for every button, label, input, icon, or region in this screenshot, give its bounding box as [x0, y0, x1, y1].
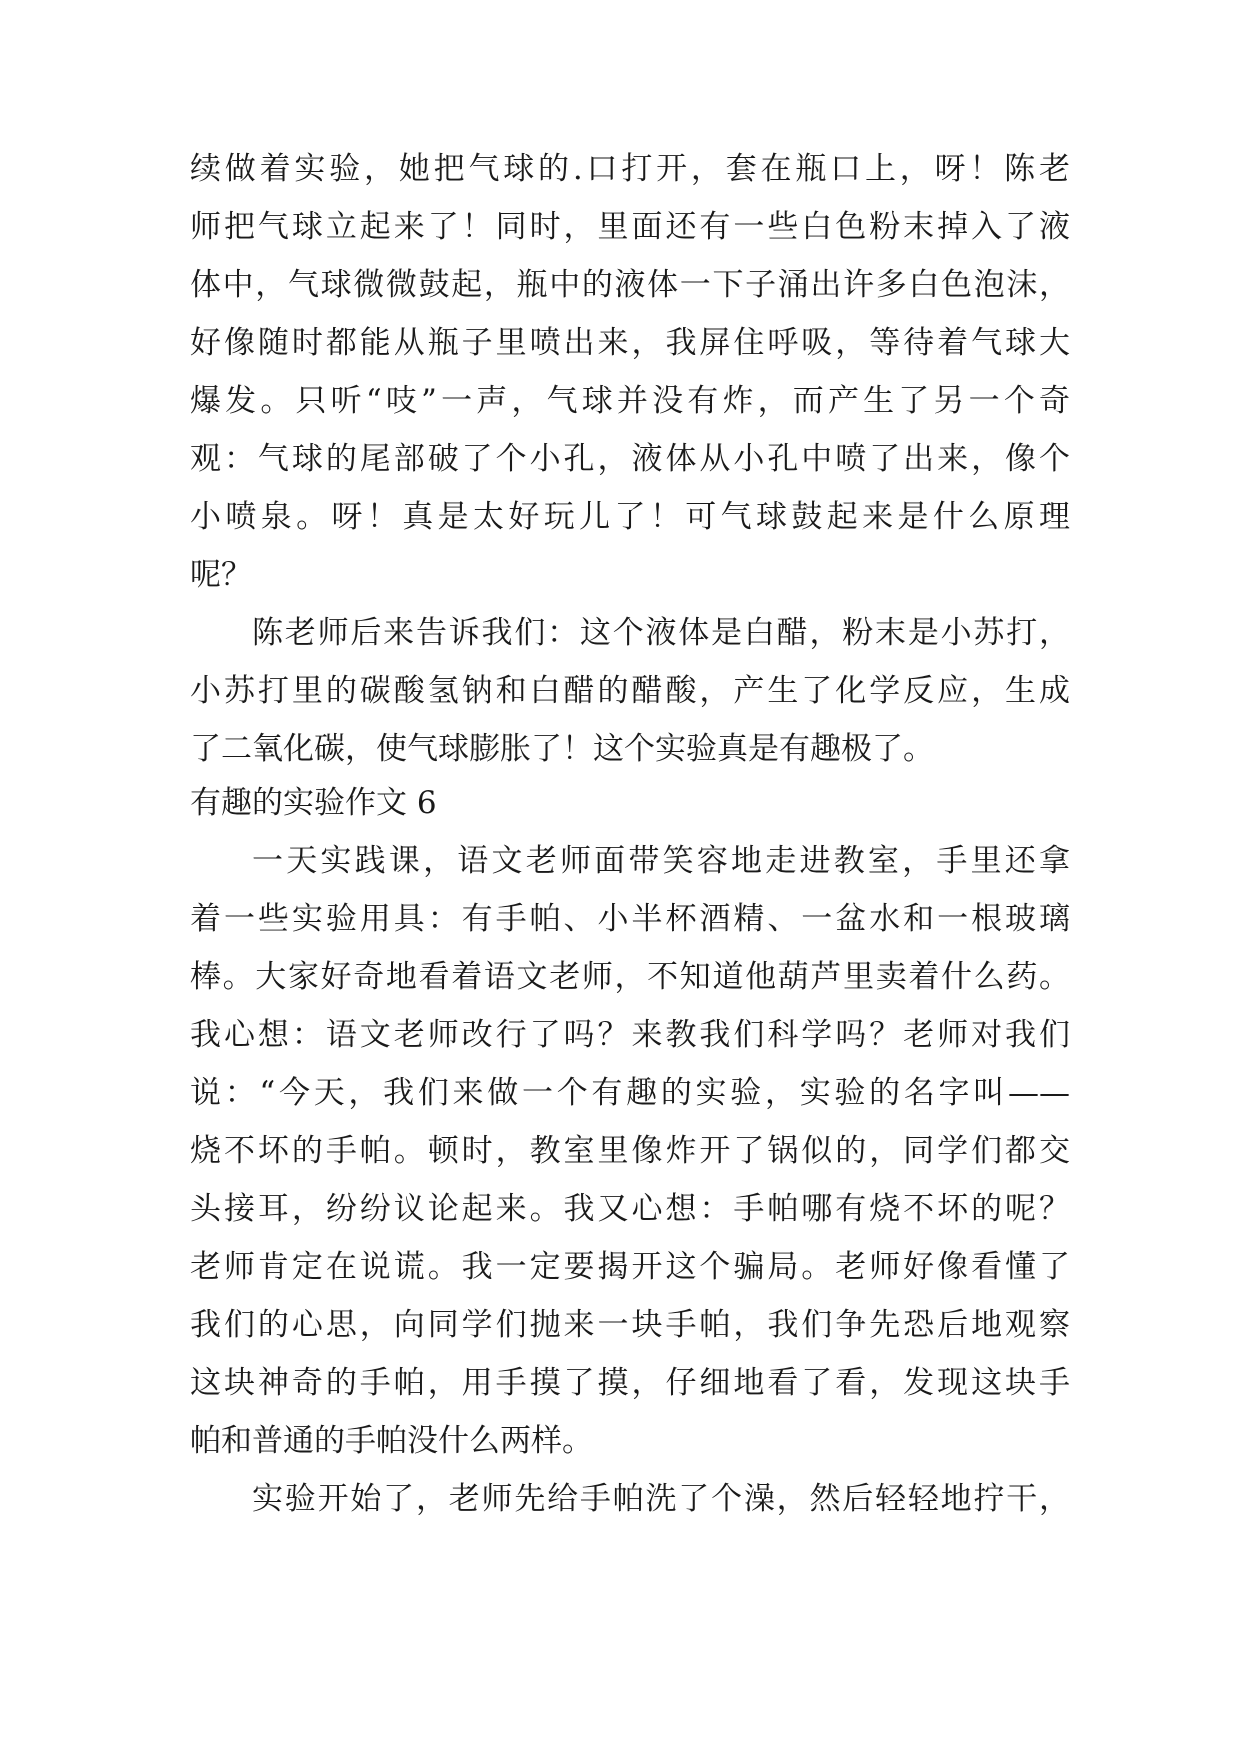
text-line: 了二氧化碳，使气球膨胀了！这个实验真是有趣极了。 — [190, 731, 934, 767]
text-line: 师把气球立起来了！同时，里面还有一些白色粉末掉入了液 — [190, 209, 1070, 245]
text-line: 着一些实验用具：有手帕、小半杯酒精、一盆水和一根玻璃 — [190, 901, 1070, 937]
paragraph-first-line: 实验开始了，老师先给手帕洗了个澡，然后轻轻地拧干， — [252, 1481, 1070, 1517]
paragraph-first-line: 一天实践课，语文老师面带笑容地走进教室，手里还拿 — [252, 843, 1070, 879]
paragraph-first-line: 陈老师后来告诉我们：这个液体是白醋，粉末是小苏打， — [252, 615, 1070, 651]
text-line: 爆发。只听“吱”一声，气球并没有炸，而产生了另一个奇 — [190, 383, 1070, 419]
text-line: 续做着实验，她把气球的.口打开，套在瓶口上，呀！陈老 — [190, 151, 1070, 187]
text-line: 呢？ — [190, 557, 252, 593]
text-line: 小喷泉。呀！真是太好玩儿了！可气球鼓起来是什么原理 — [190, 499, 1070, 535]
text-line: 老师肯定在说谎。我一定要揭开这个骗局。老师好像看懂了 — [190, 1249, 1070, 1285]
text-line: 棒。大家好奇地看着语文老师，不知道他葫芦里卖着什么药。 — [190, 959, 1070, 995]
text-line: 头接耳，纷纷议论起来。我又心想：手帕哪有烧不坏的呢？ — [190, 1191, 1070, 1227]
text-line: 我们的心思，向同学们抛来一块手帕，我们争先恐后地观察 — [190, 1307, 1070, 1343]
text-line: 这块神奇的手帕，用手摸了摸，仔细地看了看，发现这块手 — [190, 1365, 1070, 1401]
text-line: 烧不坏的手帕。顿时，教室里像炸开了锅似的，同学们都交 — [190, 1133, 1070, 1169]
text-line: 我心想：语文老师改行了吗？来教我们科学吗？老师对我们 — [190, 1017, 1070, 1053]
text-line: 说：“今天，我们来做一个有趣的实验，实验的名字叫—— — [190, 1075, 1070, 1111]
text-line: 好像随时都能从瓶子里喷出来，我屏住呼吸，等待着气球大 — [190, 325, 1070, 361]
text-line: 帕和普通的手帕没什么两样。 — [190, 1423, 593, 1459]
section-heading: 有趣的实验作文 6 — [190, 785, 437, 821]
text-line: 小苏打里的碳酸氢钠和白醋的醋酸，产生了化学反应，生成 — [190, 673, 1070, 709]
text-line: 观：气球的尾部破了个小孔，液体从小孔中喷了出来，像个 — [190, 441, 1070, 477]
text-line: 体中，气球微微鼓起，瓶中的液体一下子涌出许多白色泡沫， — [190, 267, 1070, 303]
